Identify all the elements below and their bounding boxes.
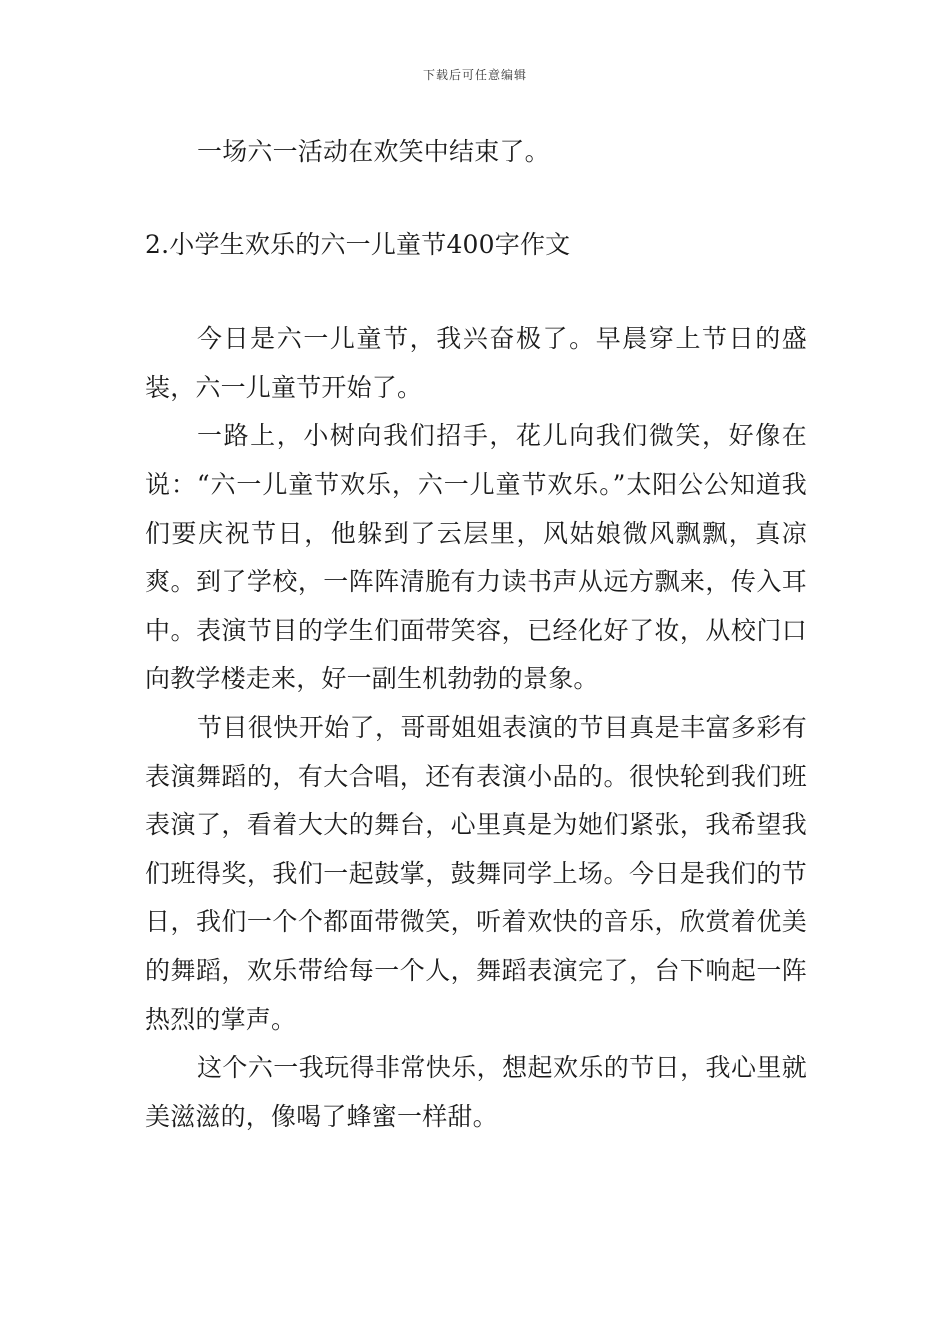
document-body: [145, 128, 807, 1141]
paragraph-2: 一路上，小树向我们招手，花儿向我们微笑，好像在说：“六一儿童节欢乐，六一儿童节欢乐。”太阳公公知道我们要庆祝节日，他躲到了云层里，风姑娘微风飘飘，真凉爽。到了学校，一阵阵清脆有力读书声从远方飘来，传入耳中。表演节目的学生们面带笑容，已经化好了妆，从校门口向教学楼走来，好一副生机勃勃的景象。: [145, 421, 807, 694]
section-title: 2.小学生欢乐的六一儿童节400字作文: [145, 229, 571, 259]
page-header: 下载后可任意编辑: [422, 68, 527, 82]
paragraph-4: 这个六一我玩得非常快乐，想起欢乐的节日，我心里就美滋滋的，像喝了蜂蜜一样甜。: [145, 1053, 807, 1131]
closing-line: 一场六一活动在欢笑中结束了。: [197, 137, 550, 166]
paragraph-1: 今日是六一儿童节，我兴奋极了。早晨穿上节日的盛装，六一儿童节开始了。: [145, 324, 807, 402]
paragraph-3: 节目很快开始了，哥哥姐姐表演的节目真是丰富多彩有表演舞蹈的，有大合唱，还有表演小品的。很快轮到我们班表演了，看着大大的舞台，心里真是为她们紧张，我希望我们班得奖，我们一起鼓掌，鼓舞同学上场。今日是我们的节日，我们一个个都面带微笑，听着欢快的音乐，欣赏着优美的舞蹈，欢乐带给每一个人，舞蹈表演完了，台下响起一阵热烈的掌声。: [145, 712, 807, 1034]
